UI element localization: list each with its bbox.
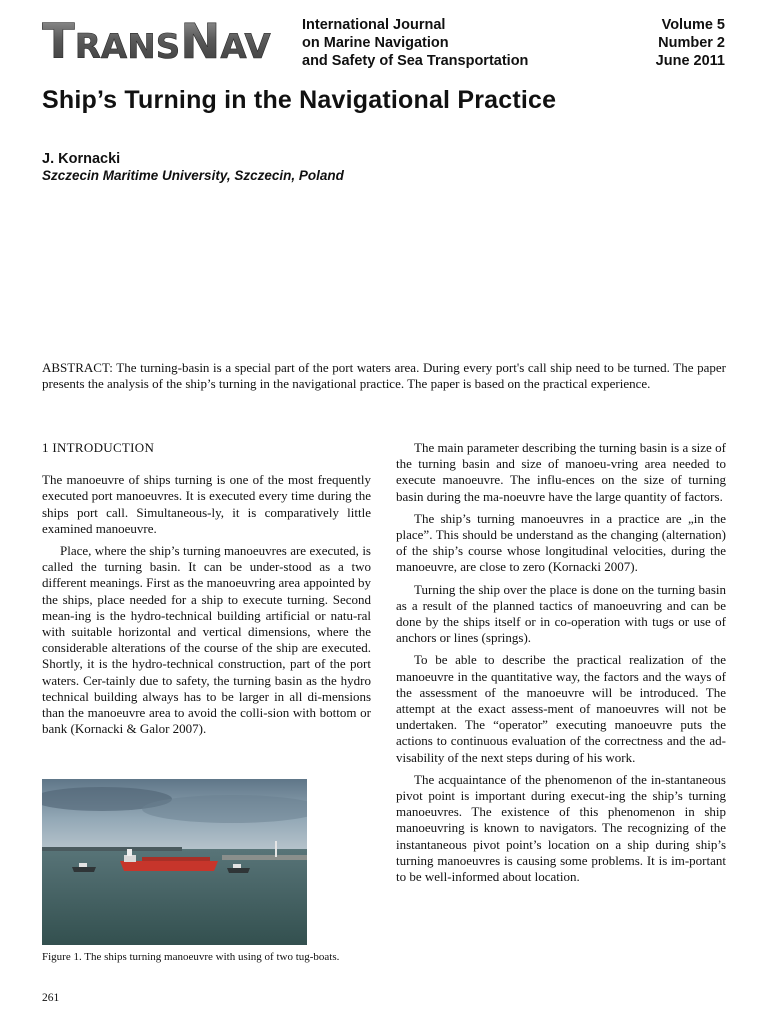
transnav-logo — [42, 16, 292, 66]
abstract: ABSTRACT: The turning-basin is a special part of the port waters area. During every port's call ship need to be turned. The paper presents the analysis of the ship’s turning in the navigational practice. The paper is based on the practical experience. — [42, 360, 726, 392]
issue-date: June 2011 — [655, 53, 725, 69]
figure-caption: Figure 1. The ships turning manoeuvre with using of two tug-boats. — [42, 951, 340, 963]
article-title: Ship’s Turning in the Navigational Practice — [42, 86, 557, 114]
issue-number: Number 2 — [658, 35, 725, 51]
tugboat-left — [72, 867, 96, 872]
tugboat-right — [227, 868, 250, 873]
paragraph: The acquaintance of the phenomenon of the in-stantaneous pivot point is important during execut-ing the ship’s turning manoeuvres. The existence of this phenomenon in ship manoeuvring is known to navigators. The recognizing of the instantaneous pivot point’s location on a ship during ship’s turning manoeuvres is causing some problems. It is im-portant to be well-informed about location. — [396, 771, 726, 885]
affiliation: Szczecin Maritime University, Szczecin, Poland — [42, 168, 344, 183]
paragraph: Turning the ship over the place is done on the turning basin as a result of the planned tactics of manoeuvring and can be done by the ships itself or in co-operation with tugs or use of anchors or lines (springs). — [396, 581, 726, 646]
paragraph: The manoeuvre of ships turning is one of the most frequently executed port manoeuvres. It is executed every time during the ships port call. Simultaneous-ly, it is comparatively little examined manoeuvre. — [42, 472, 371, 536]
left-column — [42, 440, 371, 743]
ship — [120, 861, 218, 871]
section-heading: 1 INTRODUCTION — [42, 440, 155, 455]
journal-line-1: International Journal — [302, 17, 446, 33]
paragraph: To be able to describe the practical realization of the manoeuvre in the quantitative way, the factors and the ways of the assessment of the manoeuvre will be introduced. The attempt at the exact assess-ment of manoeuvres will not be undertaken. The “operator” executing manoeuvre puts the actions to continuous evaluation of the correctness and the ad-visability of the next steps during of his work. — [396, 652, 726, 765]
journal-line-3: and Safety of Sea Transportation — [302, 53, 529, 69]
paragraph: The ship’s turning manoeuvres in a practice are „in the place”. This should be understand as the changing (alternation) of the ship’s course whose longitudinal velocities, during the manoeuvre, are close to zero (Kornacki 2007). — [396, 510, 726, 575]
journal-line-2: on Marine Navigation — [302, 35, 449, 51]
right-column — [396, 440, 726, 891]
paragraph: Place, where the ship’s turning manoeuvres are executed, is called the turning basin. It can be under-stood as a two different meanings. First as the manoeuvring area appointed by the ships, place needed for a ship to execute turning. Second mean-ing is the hydro-technical building artificial or natu-ral with suitable horizontal and vertical dimensions, where the considerable alterations of the course of the ship are executed. Shortly, it is the hydro-technical construction, part of the port waters. Cer-tainly due to safety, the turning basin as the hydro technical building always has to be larger in all di-mensions than the manoeuvre area to avoid the colli-sion with bottom or bank (Kornacki & Galor 2007). — [42, 543, 371, 737]
figure-photo — [42, 779, 307, 945]
page-number: 261 — [42, 992, 60, 1004]
volume: Volume 5 — [661, 17, 725, 33]
journal-name — [302, 16, 528, 70]
paragraph: The main parameter describing the turning basin is a size of the turning basin and size of manoeu-vring area needed to execute manoeuvre. The influ-ences on the size of turning basin during the ma-noeuvre have the large quantity of factors. — [396, 440, 726, 504]
svg-text:TRANSNAV: TRANSNAV — [42, 16, 271, 66]
issue-info — [656, 16, 725, 70]
author: J. Kornacki — [42, 151, 121, 167]
